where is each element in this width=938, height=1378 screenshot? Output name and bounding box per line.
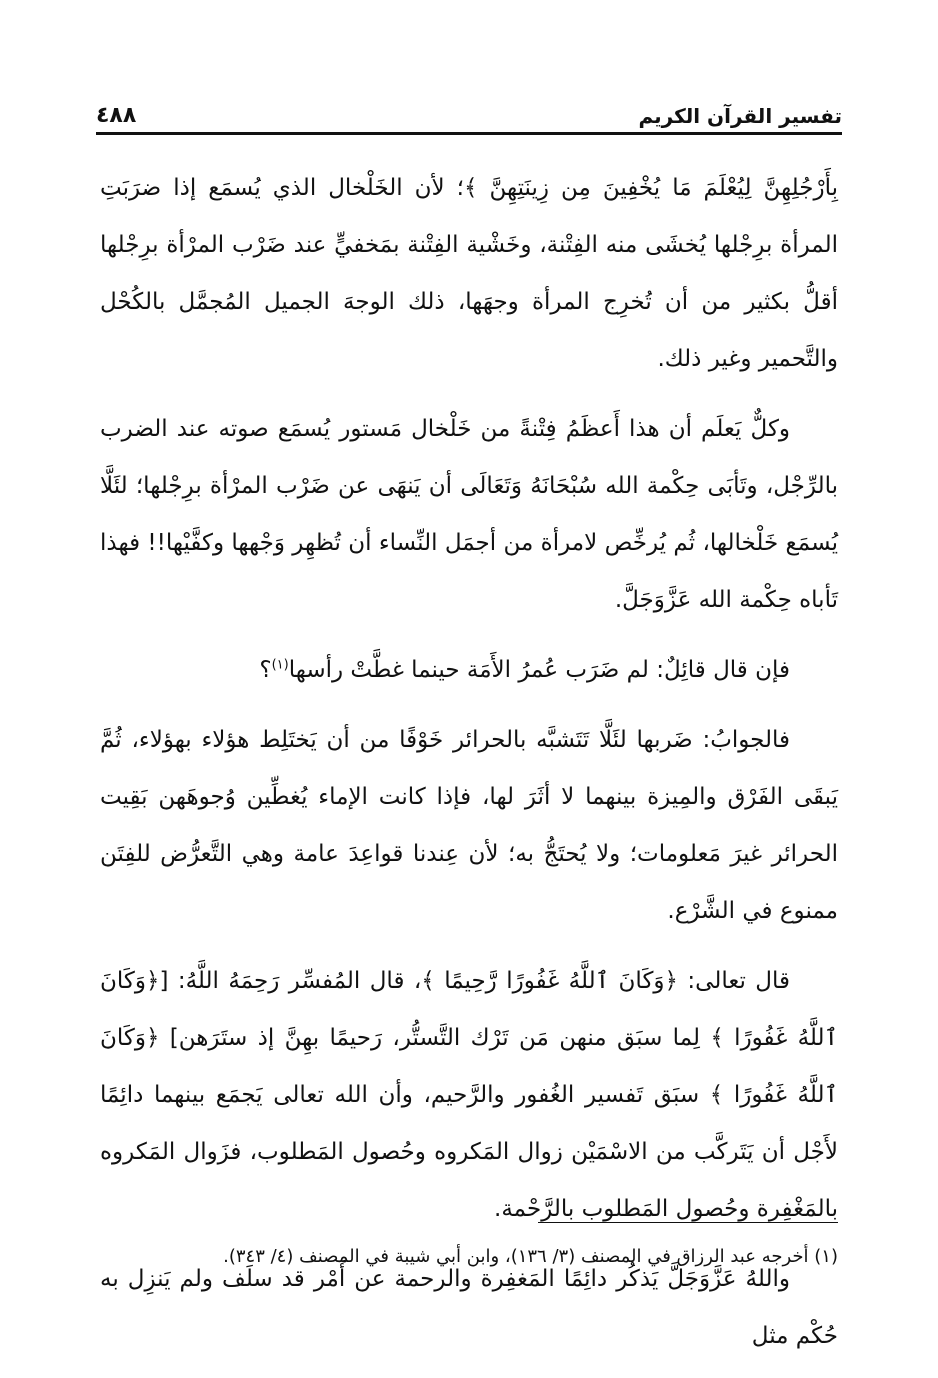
quran-verse: ﴿وَكَانَ ٱللَّهُ غَفُورًا ﴾ — [100, 968, 839, 1051]
footnote-divider — [538, 1222, 838, 1223]
quran-verse: ﴿وَكَانَ ٱللَّهُ غَفُورًا ﴾ — [100, 1025, 838, 1108]
paragraph — [100, 160, 838, 388]
paragraph-text: فالجوابُ: ضَربها لئَلَّا تَتَشبَّه بالحرائر خَوْفًا من أن يَختَلِط هؤلاء بهؤلاء، ثُمَّ يَبقَى الفَرْق والمِيزة بينهما لا أثَرَ لها، فإذا كانت الإماء يُغطِّين وُجوهَهن بَقِيت الحرائر غيرَ مَعلومات؛ ولا يُحتَجُّ به؛ لأن عِندنا قواعِدَ عامة وهي التَّعرُّض للفِتَن ممنوع في الشَّرْع. — [100, 727, 838, 924]
paragraph-text: ، قال المُفسِّر رَحِمَهُ اللَّهُ: [ — [159, 968, 422, 994]
quran-verse: بِأَرْجُلِهِنَّ لِيُعْلَمَ مَا يُخْفِينَ مِن زِينَتِهِنَّ ﴾ — [464, 175, 838, 201]
paragraph-text: ؟ — [259, 657, 272, 683]
footnote: (١) أخرجه عبد الرزاق في المصنف (٣/ ١٣٦)، وابن أبي شيبة في المصنف (٤/ ٣٤٣). — [223, 1246, 838, 1267]
paragraph-text: واللهُ عَزَّوَجَلَّ يَذكُر دائِمًا المَغفِرة والرحمة عن أَمْر قد سلَف ولم يَنزِل به حُكْم مثل — [100, 1266, 838, 1349]
paragraph-text: ؛ لأن الخَلْخال الذي يُسمَع إذا ضرَبَتِ المرأة برِجْلها يُخشَى منه الفِتْنة، وخَشْية الفِتْنة بمَخفيٍّ عند ضَرْب المرْأة برِجْلها أقلُّ بكثير من أن تُخرِج المرأة وجهَها، ذلك الوجهَ الجميل المُجمَّل بالكُحْل والتَّحمير وغير ذلك. — [100, 175, 838, 372]
page-number: ٤٨٨ — [96, 103, 137, 128]
paragraph-text: لِما سبَق منهن مَن تَرْك التَّستُّر، رَحيمًا بهِنَّ إذ ستَرَهن] — [159, 1025, 711, 1051]
footnote-marker[interactable]: (١) — [271, 657, 289, 673]
quran-verse: ﴿وَكَانَ ٱللَّهُ غَفُورًا رَّحِيمًا ﴾ — [421, 968, 678, 994]
book-title: تفسير القرآن الكريم — [638, 104, 842, 128]
paragraph — [100, 953, 838, 1238]
paragraph-text: فإن قال قائِلٌ: لم ضَرَب عُمرُ الأَمَة حينما غطَّتْ رأسها — [288, 657, 790, 683]
paragraph — [100, 642, 838, 699]
paragraph-text: وكلٌّ يَعلَم أن هذا أَعظَمُ فِتْنةً من خَلْخال مَستور يُسمَع صوته عند الضرب بالرِّجْل، وتَأبَى حِكْمة الله سُبْحَانَهُ وَتَعَالَى أن يَنهَى عن ضَرْب المرْأة برِجْلها؛ لئَلَّا يُسمَع خَلْخالها، ثُم يُرخِّص لامرأة من أجمَل النِّساء أن تُظهِر وَجْهها وكفَّيْها!! فهذا تَأباه حِكْمة الله عَزَّوَجَلَّ. — [100, 416, 838, 613]
paragraph — [100, 712, 838, 940]
paragraph-text: قال تعالى: — [677, 968, 790, 994]
paragraph — [100, 401, 838, 629]
body-text — [100, 160, 838, 1378]
paragraph-text: سبَق تَفسير الغُفور والرَّحيم، وأن الله تعالى يَجمَع بينهما دائِمًا لأَجْل أن يَتَركَّب من الاسْمَيْن زوال المَكروه وحُصول المَطلوب، فزَوال المَكروه بالمَغْفِرة وحُصول المَطلوب بالرَّحْمة. — [100, 1082, 838, 1222]
running-head — [96, 88, 842, 135]
